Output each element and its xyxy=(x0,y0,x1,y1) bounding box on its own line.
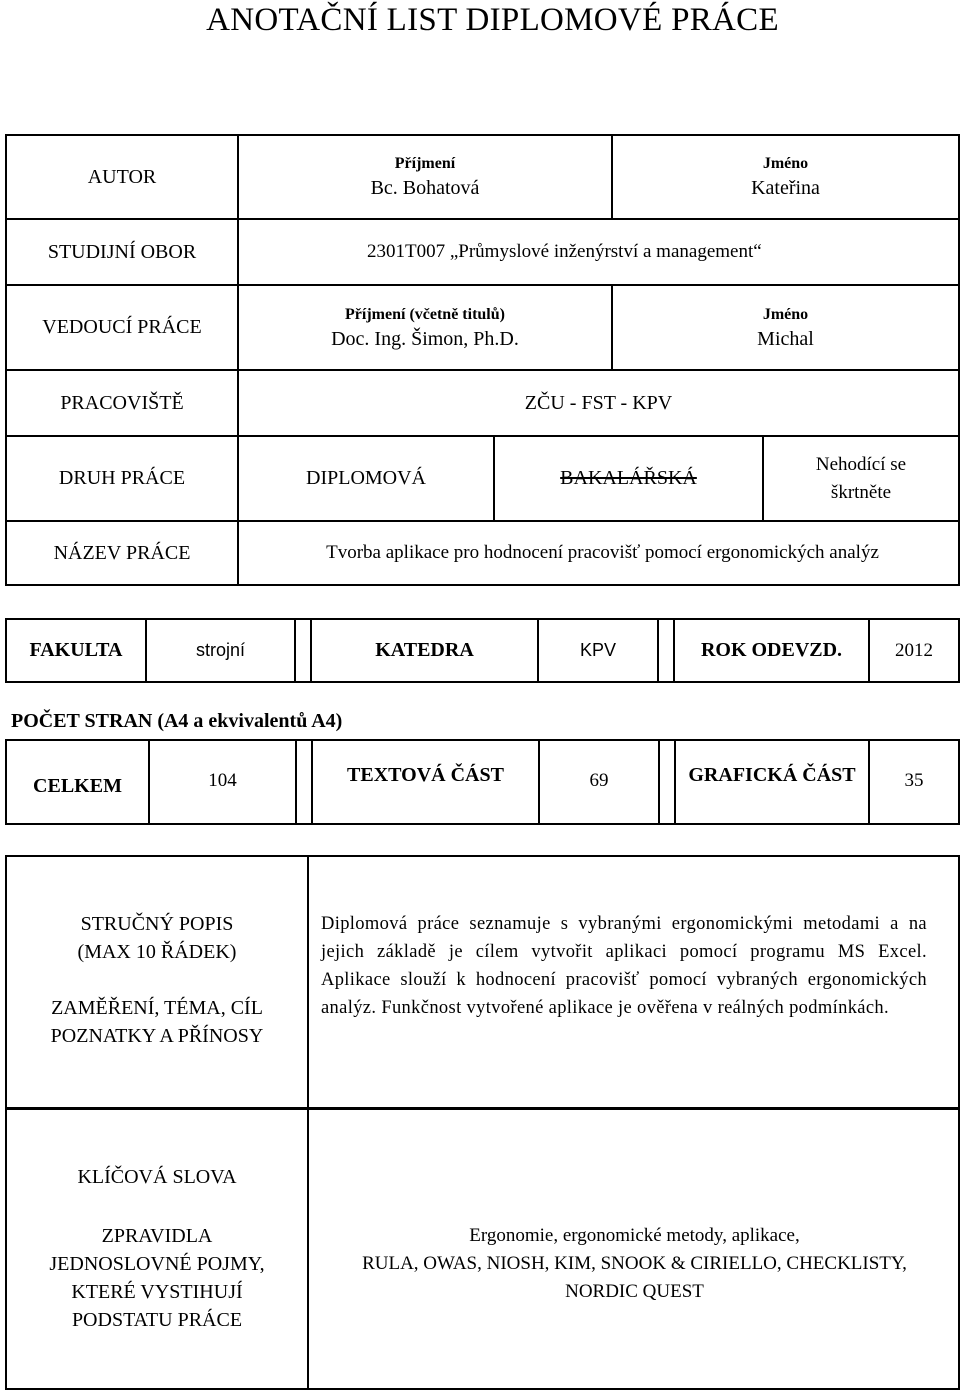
work-type-option-bachelor-cell xyxy=(495,437,762,520)
work-type-label: DRUH PRÁCE xyxy=(58,467,186,489)
faculty-label: FAKULTA xyxy=(29,639,123,661)
summary-label-line4: POZNATKY A PŘÍNOSY xyxy=(50,1025,264,1047)
summary-label xyxy=(7,910,307,1050)
department-label: KATEDRA xyxy=(375,639,474,661)
author-surname: Bc. Bohatová xyxy=(370,177,480,199)
keywords-rule-line2: JEDNOSLOVNÉ POJMY, xyxy=(49,1253,265,1275)
keywords-value-line3: NORDIC QUEST xyxy=(565,1281,704,1302)
keywords-rule-line1: ZPRAVIDLA xyxy=(101,1225,213,1247)
total-pages-label: CELKEM xyxy=(33,775,122,797)
supervisor-name-cell xyxy=(613,286,958,369)
work-type-option-bachelor: BAKALÁŘSKÁ xyxy=(560,467,697,489)
study-field-value: 2301T007 „Průmyslové inženýrství a management“ xyxy=(367,241,762,262)
keywords-rule-line4: PODSTATU PRÁCE xyxy=(71,1309,243,1331)
text-pages-label: TEXTOVÁ ČÁST xyxy=(347,764,504,786)
author-name-cell xyxy=(613,136,958,218)
workplace-value: ZČU - FST - KPV xyxy=(524,391,673,414)
summary-label-line2: (MAX 10 ŘÁDEK) xyxy=(77,941,237,963)
work-type-note-line2: škrtněte xyxy=(830,481,892,503)
work-type-note-cell xyxy=(764,437,958,520)
column-divider xyxy=(658,739,660,825)
graphic-pages-value: 35 xyxy=(904,770,924,791)
text-pages-value: 69 xyxy=(589,770,609,791)
keywords-rule-line3: KTERÉ VYSTIHUJÍ xyxy=(71,1281,243,1303)
column-divider xyxy=(307,855,309,1109)
faculty-value: strojní xyxy=(195,640,246,660)
supervisor-name-label: Jméno xyxy=(762,305,809,323)
author-label: AUTOR xyxy=(87,165,157,188)
column-divider xyxy=(295,739,297,825)
work-title-value: Tvorba aplikace pro hodnocení pracovišť pomocí ergonomických analýz xyxy=(326,542,879,563)
author-name-label: Jméno xyxy=(762,155,809,172)
graphic-pages-label: GRAFICKÁ ČÁST xyxy=(688,764,856,786)
year-label: ROK ODEVZD. xyxy=(700,639,843,661)
department-value: KPV xyxy=(579,640,617,660)
supervisor-name: Michal xyxy=(757,327,814,350)
summary-label-line3: ZAMĚŘENÍ, TÉMA, CÍL xyxy=(51,997,263,1019)
summary-label-line1: STRUČNÝ POPIS xyxy=(80,913,234,935)
total-pages-value: 104 xyxy=(208,770,237,791)
work-type-note-line1: Nehodící se xyxy=(815,453,907,475)
work-type-option-diploma: DIPLOMOVÁ xyxy=(306,467,426,489)
author-surname-cell xyxy=(239,136,611,218)
supervisor-label: VEDOUCÍ PRÁCE xyxy=(42,316,202,338)
keywords-rule xyxy=(7,1222,307,1334)
author-surname-label: Příjmení xyxy=(394,155,456,172)
supervisor-surname-cell xyxy=(239,286,611,369)
author-name: Kateřina xyxy=(751,177,820,199)
study-field-label: STUDIJNÍ OBOR xyxy=(47,240,197,263)
keywords-value xyxy=(309,1222,960,1306)
keywords-value-line1: Ergonomie, ergonomické metody, aplikace, xyxy=(469,1225,800,1246)
year-value: 2012 xyxy=(895,639,933,661)
supervisor-surname: Doc. Ing. Šimon, Ph.D. xyxy=(331,327,519,350)
supervisor-surname-label: Příjmení (včetně titulů) xyxy=(345,305,505,323)
keywords-label: KLÍČOVÁ SLOVA xyxy=(77,1166,237,1188)
column-divider xyxy=(294,618,296,683)
keywords-value-line2: RULA, OWAS, NIOSH, KIM, SNOOK & CIRIELLO, CHECKLISTY, xyxy=(362,1253,907,1274)
column-divider xyxy=(657,618,659,683)
page-title: ANOTAČNÍ LIST DIPLOMOVÉ PRÁCE xyxy=(206,2,779,38)
summary-text: Diplomová práce seznamuje s vybranými ergonomickými metodami a na jejich základě je cílem vytvořit aplikaci pomocí programu MS Excel. Aplikace slouží k hodnocení pracovišť pomocí vybraných ergonomických analýz. Funkčnost vytvořené aplikace je ověřena v reálných podmínkách. xyxy=(321,914,927,1018)
work-title-label: NÁZEV PRÁCE xyxy=(53,541,191,564)
page-count-heading: POČET STRAN (A4 a ekvivalentů A4) xyxy=(11,710,343,732)
workplace-label: PRACOVIŠTĚ xyxy=(60,391,184,414)
